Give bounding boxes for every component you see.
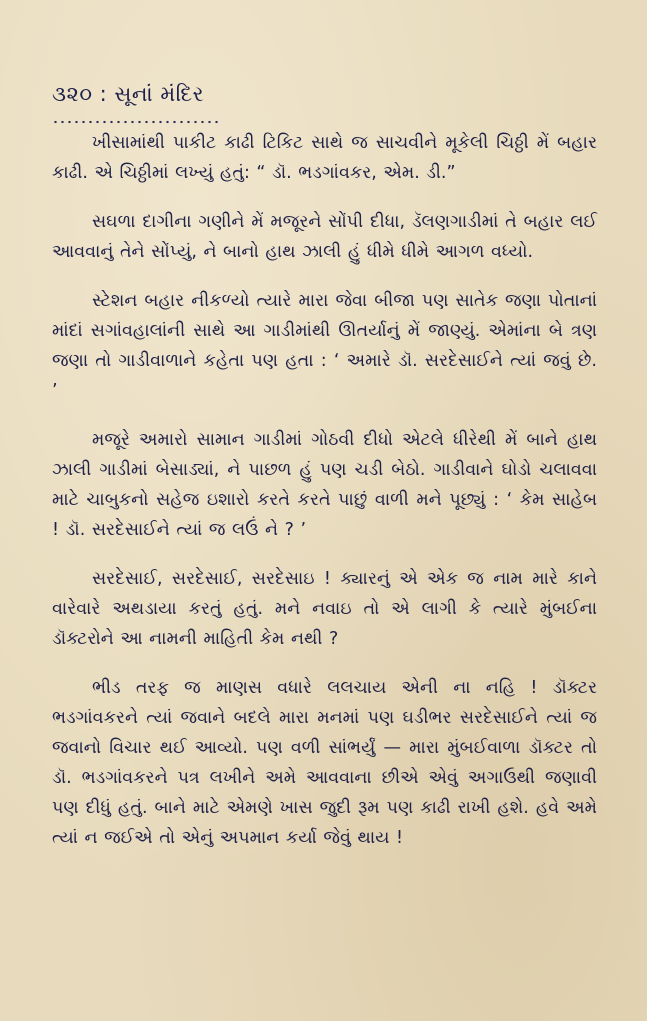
paragraph-1: ખીસામાંથી પાકીટ કાઢી ટિકિટ સાથે જ સાચવીને મૂકેલી ચિઠ્ઠી મેં બહાર કાઢી. એ ચિઠ્ઠીમાં લખ્યું હતું: “ ડૉ. ભડગાંવકર, એમ. ડી.” <box>52 133 597 183</box>
paragraph-3: સ્ટેશન બહાર નીકળ્યો ત્યારે મારા જેવા બીજા પણ સાતેક જણા પોતાનાં માંદાં સગાંવહાલાંની સાથે આ ગાડીમાંથી ઊતર્યાનું મેં જાણ્યું. એમાંના બે ત્રણ જણા તો ગાડીવાળાને કહેતા પણ હતા : ‘ અમારે ડૉ. સરદેસાઈને ત્યાં જવું છે. ’ <box>52 291 597 401</box>
paragraph-2: સઘળા દાગીના ગણીને મેં મજૂરને સોંપી દીધા, ડૅલણગાડીમાં તે બહાર લઈ આવવાનું તેને સોંપ્યું, ને બાનો હાથ ઝાલી હું ધીમે ધીમે આગળ વધ્યો. <box>52 212 597 262</box>
page-body <box>52 128 597 872</box>
page-header: ૩૨૦ : સૂનાં મંદિર <box>52 82 205 106</box>
paragraph-5: સરદેસાઈ, સરદેસાઈ, સરદેસાઇ ! ક્યારનું એ એક જ નામ મારે કાને વારેવારે અથડાયા કરતું હતું. મને નવાઇ તો એ લાગી કે ત્યારે મુંબઈના ડૉક્ટરોને આ નામની માહિતી કેમ નથી ? <box>52 569 597 649</box>
header-dotted-rule <box>52 120 220 124</box>
paragraph-6: ભીડ તરફ જ માણસ વધારે લલચાય એની ના નહિ ! ડૉક્ટર ભડગાંવકરને ત્યાં જવાને બદલે મારા મનમાં પણ ઘડીભર સરદેસાઈને ત્યાં જ જવાનો વિચાર થઈ આવ્યો. પણ વળી સાંભર્યું — મારા મુંબઈવાળા ડૉક્ટર તો ડૉ. ભડગાંવકરને પત્ર લખીને અમે આવવાના છીએ એવું અગાઉથી જણાવી પણ દીધું હતું. બાને માટે એમણે ખાસ જુદી રૂમ પણ કાઢી રાખી હશે. હવે અમે ત્યાં ન જઈએ તો એનું અપમાન કર્યા જેવું થાય ! <box>52 678 597 848</box>
paragraph-4: મજૂરે અમારો સામાન ગાડીમાં ગોઠવી દીધો એટલે ધીરેથી મેં બાને હાથ ઝાલી ગાડીમાં બેસાડ્યાં, ને પાછળ હું પણ ચડી બેઠો. ગાડીવાને ઘોડો ચલાવવા માટે ચાબુકનો સહેજ ઇશારો કરતે કરતે પાછું વાળી મને પૂછ્યું : ‘ કેમ સાહેબ ! ડૉ. સરદેસાઈને ત્યાં જ લઉં ને ? ’ <box>52 430 597 540</box>
